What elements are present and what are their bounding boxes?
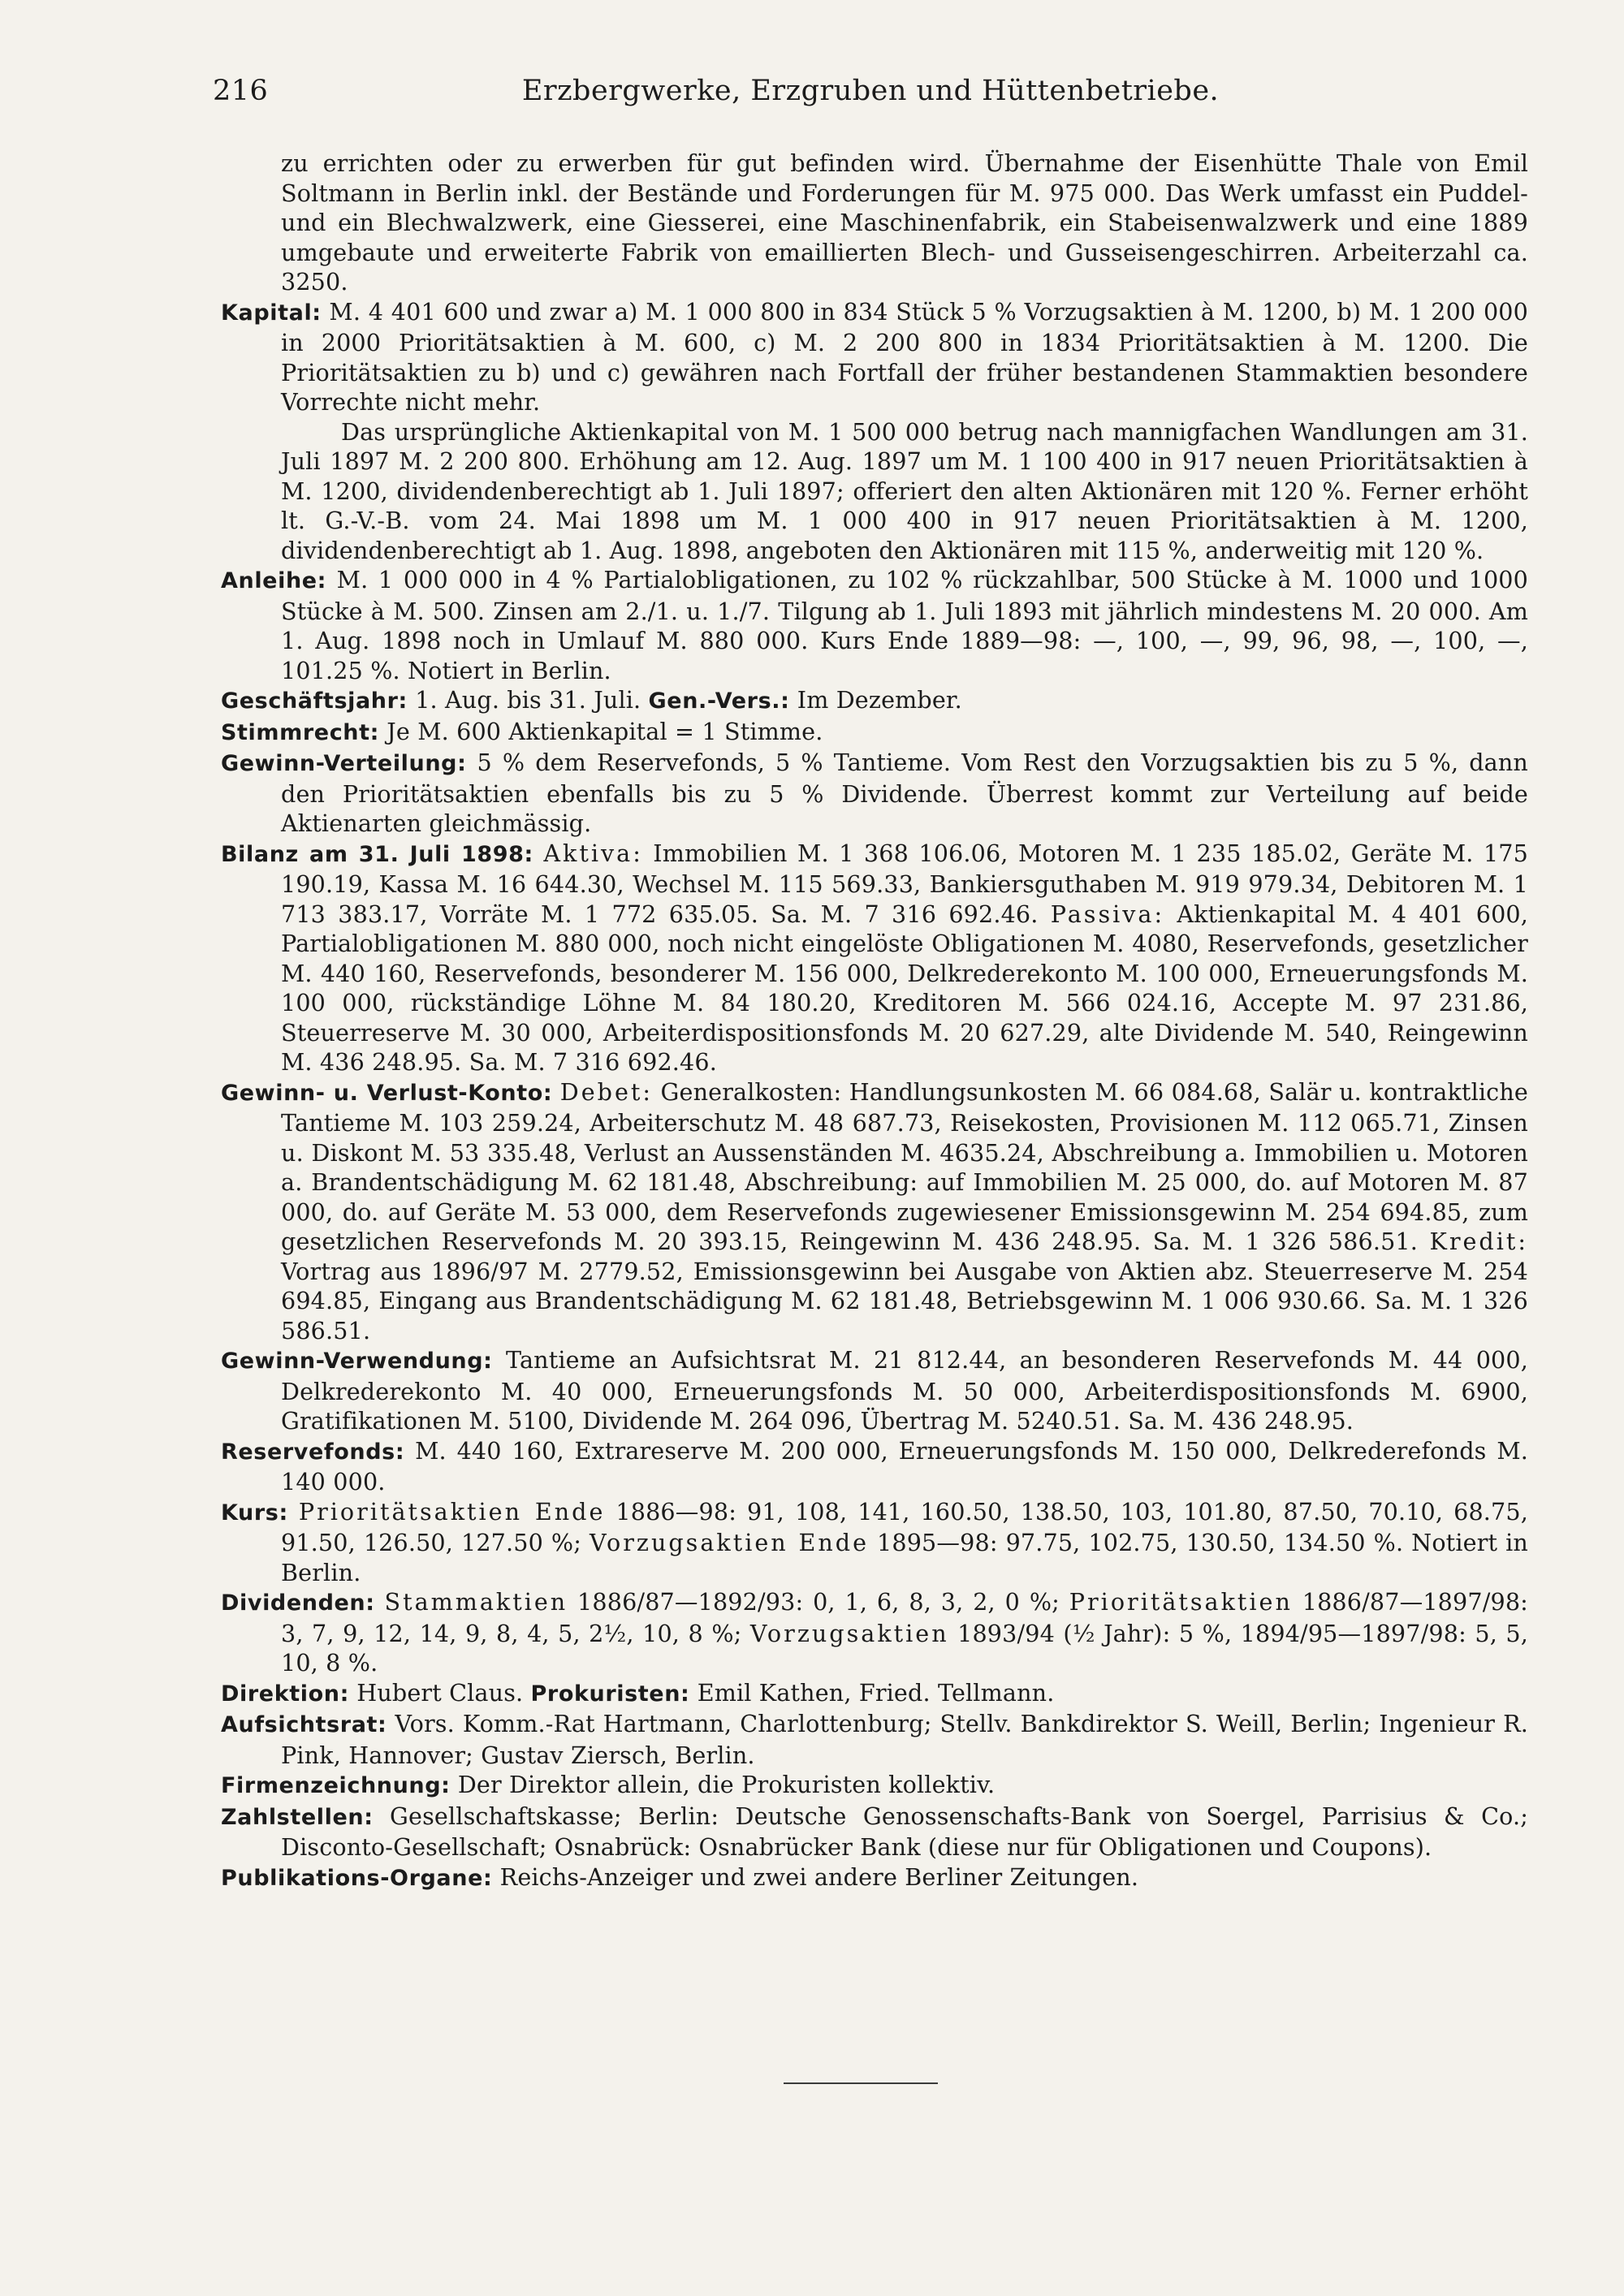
entry-label: Direktion: [221,1681,349,1707]
entry-gewinn-verlust-konto [221,1077,1528,1346]
kredit-text: Vortrag aus 1896/97 M. 2779.52, Emissionsgewinn bei Ausgabe von Aktien abz. Steuerreserve M. 254 694.85, Eingang aus Brandentschädigung M. 62 181.48, Betriebsgewinn M. 1 006 930.66. Sa. M. 1 326 586.51. [281,1257,1528,1344]
entry-text: M. 4 401 600 und zwar a) M. 1 000 800 in 834 Stück 5 % Vorzugsaktien à M. 1200, b) M. 1 200 000 in 2000 Prioritätsaktien à M. 600, c) M. 2 200 800 in 1834 Prioritätsaktien à M. 1200. Die Prioritätsaktien zu b) und c) gewähren nach Fortfall der früher bestandenen Stammaktien besondere Vorrechte nicht mehr. [281,297,1528,416]
entry-text: 1893/94 (½ Jahr): 5 %, 1894/95—1897/98: 5, 5, 10, 8 %. [281,1619,1528,1677]
entry-label: Dividenden: [221,1590,375,1616]
passiva-label: Passiva: [1050,900,1165,928]
entry-bilanz [221,839,1528,1077]
page-body [221,149,1528,1893]
entry-label: Kurs: [221,1500,288,1526]
entry-text: Im Dezember. [797,686,962,714]
entry-label: Gewinn-Verteilung: [221,751,467,776]
entry-text: Tantieme an Aufsichtsrat M. 21 812.44, an besonderen Reservefonds M. 44 000, Delkrederekonto M. 40 000, Erneuerungsfonds M. 50 000, Arbeiterdispositionsfonds M. 6900, Gratifikationen M. 5100, Dividende M. 264 096, Übertrag M. 5240.51. Sa. M. 436 248.95. [281,1346,1528,1435]
spaced-term: Prioritätsaktien Ende [298,1497,606,1526]
entry-label: Gewinn-Verwendung: [221,1349,493,1374]
intro-paragraph: zu errichten oder zu erwerben für gut befinden wird. Übernahme der Eisenhütte Thale von Emil Soltmann in Berlin inkl. der Bestände und Forderungen für M. 975 000. Das Werk umfasst ein Puddel- und ein Blechwalzwerk, eine Giesserei, eine Maschinenfabrik, ein Stabeisenwalzwerk und eine 1889 umgebaute und erweiterte Fabrik von emaillierten Blech- und Gusseisengeschirren. Arbeiterzahl ca. 3250. [281,149,1528,296]
entry-text: Reichs-Anzeiger und zwei andere Berliner Zeitungen. [499,1862,1139,1891]
spaced-term: Stammaktien [384,1588,568,1616]
entry-text: 1886/87—1897/98: 3, 7, 9, 12, 14, 9, 8, 4, 5, 2½, 10, 8 %; [281,1588,1528,1647]
entry-stimmrecht [221,717,1528,749]
entry-text: M. 440 160, Extrareserve M. 200 000, Erneuerungsfonds M. 150 000, Delkrederefonds M. 140 000. [281,1436,1528,1495]
entry-text: Je M. 600 Aktienkapital = 1 Stimme. [387,717,823,745]
entry-label: Gen.-Vers.: [648,688,790,714]
aktiva-label: Aktiva: [543,839,643,867]
entry-label: Anleihe: [221,568,327,593]
entry-text: 1. Aug. bis 31. Juli. [415,686,641,714]
entry-label: Bilanz am 31. Juli 1898: [221,841,533,867]
entry-text: Gesellschaftskasse; Berlin: Deutsche Genossenschafts-Bank von Soergel, Parrisius & Co.; Disconto-Gesellschaft; Osnabrück: Osnabrücker Bank (diese nur für Obligationen und Coupons). [281,1802,1528,1861]
spaced-term: Vorzugsaktien Ende [589,1529,870,1556]
entry-label: Reservefonds: [221,1439,405,1465]
entry-gewinn-verteilung [221,748,1528,839]
entry-text: Emil Kathen, Fried. Tellmann. [697,1678,1055,1707]
aktiva-text: Immobilien M. 1 368 106.06, Motoren M. 1 235 185.02, Geräte M. 175 190.19, Kassa M. 16 644.30, Wechsel M. 115 569.33, Bankiersguthaben M. 919 979.34, Debitoren M. 1 713 383.17, Vorräte M. 1 772 635.05. Sa. M. 7 316 692.46. [281,839,1528,928]
entry-text: 1895—98: 97.75, 102.75, 130.50, 134.50 %. Notiert in Berlin. [281,1529,1528,1586]
entry-kurs [221,1497,1528,1588]
entry-label: Publikations-Organe: [221,1865,493,1891]
entry-aufsichtsrat [221,1709,1528,1770]
entry-text: Hubert Claus. [356,1678,524,1707]
entry-gewinn-verwendung [221,1345,1528,1436]
kredit-label: Kredit: [1429,1228,1528,1255]
entry-text: 1886—98: 91, 108, 141, 160.50, 138.50, 103, 101.80, 87.50, 70.10, 68.75, 91.50, 126.50, 127.50 %; [281,1497,1528,1556]
running-title: Erzbergwerke, Erzgruben und Hüttenbetriebe. [521,75,1220,107]
entry-label: Zahlstellen: [221,1804,374,1830]
entry-label: Firmenzeichnung: [221,1773,451,1798]
entry-text: 1886/87—1892/93: 0, 1, 6, 8, 3, 2, 0 %; [577,1588,1060,1616]
entry-reservefonds [221,1436,1528,1497]
entry-anleihe [221,565,1528,685]
entry-geschaeftsjahr [221,685,1528,717]
entry-label: Stimmrecht: [221,719,380,745]
debet-label: Debet: [559,1077,653,1106]
page-number: 216 [213,75,269,107]
entry-direktion [221,1678,1528,1710]
debet-text: Generalkosten: Handlungsunkosten M. 66 084.68, Salär u. kontraktliche Tantieme M. 103 259.24, Arbeiterschutz M. 48 687.73, Reisekosten, Provisionen M. 112 065.71, Zinsen u. Diskont M. 53 335.48, Verlust an Aussenständen M. 4635.24, Abschreibung a. Immobilien u. Motoren a. Brandentschädigung M. 62 181.48, Abschreibung: auf Immobilien M. 25 000, do. auf Motoren M. 87 000, do. auf Geräte M. 53 000, dem Reservefonds zugewiesener Emissionsgewinn M. 254 694.85, zum gesetzlichen Reservefonds M. 20 393.15, Reingewinn M. 436 248.95. Sa. M. 1 326 586.51. [281,1077,1528,1255]
spaced-term: Prioritätsaktien [1069,1588,1293,1616]
entry-label: Geschäftsjahr: [221,688,408,714]
entry-label: Kapital: [221,300,322,326]
entry-firmenzeichnung [221,1770,1528,1802]
entry-publikations-organe [221,1862,1528,1894]
entry-text: M. 1 000 000 in 4 % Partialobligationen, zu 102 % rückzahlbar, 500 Stücke à M. 1000 und 1000 Stücke à M. 500. Zinsen am 2./1. u. 1./7. Tilgung ab 1. Juli 1893 mit jährlich mindestens M. 20 000. Am 1. Aug. 1898 noch in Umlauf M. 880 000. Kurs Ende 1889—98: —, 100, —, 99, 96, 98, —, 100, —, 101.25 %. Notiert in Berlin. [281,566,1528,684]
end-rule [784,2082,938,2084]
entry-zahlstellen [221,1802,1528,1862]
kapital-history-paragraph: Das ursprüngliche Aktienkapital von M. 1 500 000 betrug nach mannigfachen Wandlungen am 31. Juli 1897 M. 2 200 800. Erhöhung am 12. Aug. 1897 um M. 1 100 400 in 917 neuen Prioritätsaktien à M. 1200, dividendenberechtigt ab 1. Juli 1897; offeriert den alten Aktionären mit 120 %. Ferner erhöht lt. G.-V.-B. vom 24. Mai 1898 um M. 1 000 400 in 917 neuen Prioritätsaktien à M. 1200, dividendenberechtigt ab 1. Aug. 1898, angeboten den Aktionären mit 115 %, anderweitig mit 120 %. [281,417,1528,564]
entry-text: Vors. Komm.-Rat Hartmann, Charlottenburg; Stellv. Bankdirektor S. Weill, Berlin; Ingenieur R. Pink, Hannover; Gustav Ziersch, Berlin. [281,1710,1528,1769]
entry-label: Gewinn- u. Verlust-Konto: [221,1080,553,1106]
passiva-text: Aktienkapital M. 4 401 600, Partialobligationen M. 880 000, noch nicht eingelöste Obligationen M. 4080, Reservefonds, gesetzlicher M. 440 160, Reservefonds, besonderer M. 156 000, Delkrederekonto M. 100 000, Erneuerungsfonds M. 100 000, rückständige Löhne M. 84 180.20, Kreditoren M. 566 024.16, Accepte M. 97 231.86, Steuerreserve M. 30 000, Arbeiterdispositionsfonds M. 20 627.29, alte Dividende M. 540, Reingewinn M. 436 248.95. Sa. M. 7 316 692.46. [281,900,1529,1076]
entry-label: Prokuristen: [530,1681,690,1707]
spaced-term: Vorzugsaktien [749,1619,949,1647]
entry-label: Aufsichtsrat: [221,1712,387,1737]
entry-kapital [221,297,1528,417]
entry-text: 5 % dem Reservefonds, 5 % Tantieme. Vom Rest den Vorzugsaktien bis zu 5 %, dann den Prioritätsaktien ebenfalls bis zu 5 % Dividende. Überrest kommt zur Verteilung auf beide Aktienarten gleichmässig. [281,749,1528,837]
entry-text: Der Direktor allein, die Prokuristen kollektiv. [457,1771,996,1798]
entry-dividenden [221,1587,1528,1678]
